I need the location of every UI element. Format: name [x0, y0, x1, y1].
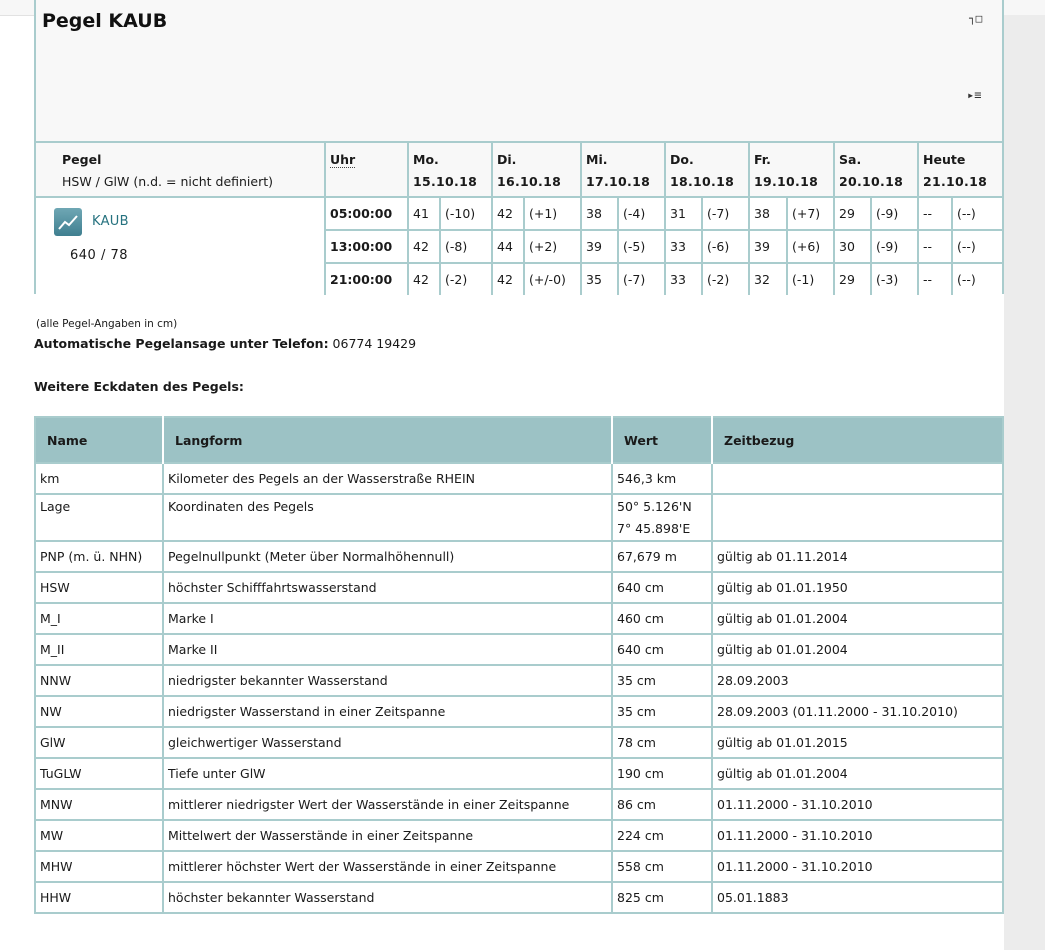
level-delta: (-3) [870, 262, 917, 295]
table-row [35, 463, 1003, 494]
phone-info [34, 336, 416, 351]
header-uhr-label: Uhr [330, 152, 356, 167]
level-value: -- [917, 229, 951, 262]
cell-wert: 825 cm [612, 882, 712, 913]
header-day-name: Mi. [586, 152, 608, 167]
cell-wert: 190 cm [612, 758, 712, 789]
table-row [35, 758, 1003, 789]
level-value: 38 [580, 196, 617, 229]
level-delta: (-7) [617, 262, 664, 295]
header-name: Name [35, 417, 163, 463]
header-day-name: Do. [670, 152, 694, 167]
cell-wert: 558 cm [612, 851, 712, 882]
cell-langform: niedrigster bekannter Wasserstand [163, 665, 612, 696]
cell-zeitbezug: gültig ab 01.01.2015 [712, 727, 1003, 758]
level-value: 29 [833, 196, 870, 229]
level-value: 29 [833, 262, 870, 295]
cell-zeitbezug [712, 494, 1003, 541]
level-value: 42 [491, 196, 523, 229]
table-row [35, 882, 1003, 913]
level-delta: (-4) [617, 196, 664, 229]
table-row [35, 851, 1003, 882]
header-day-date: 17.10.18 [586, 174, 651, 189]
level-value: 33 [664, 262, 701, 295]
table-row [35, 494, 1003, 541]
section-title: Weitere Eckdaten des Pegels: [34, 379, 244, 394]
table-row [35, 789, 1003, 820]
header-day-date: 18.10.18 [670, 174, 735, 189]
time-cell: 05:00:00 [324, 196, 407, 229]
header-pegel [34, 141, 326, 196]
table-row [35, 727, 1003, 758]
cell-langform: Marke I [163, 603, 612, 634]
gauge-hsw-glw: 640 / 78 [70, 248, 128, 263]
gauge-name-link[interactable]: KAUB [92, 214, 129, 229]
cell-name: HSW [35, 572, 163, 603]
header-zeitbezug: Zeitbezug [712, 417, 1003, 463]
level-delta: (+2) [523, 229, 580, 262]
level-delta: (+/-0) [523, 262, 580, 295]
level-delta: (+7) [786, 196, 833, 229]
cell-name: MHW [35, 851, 163, 882]
header-day [664, 141, 748, 196]
phone-number: 06774 19429 [328, 336, 417, 351]
table-row [35, 572, 1003, 603]
cell-langform: höchster bekannter Wasserstand [163, 882, 612, 913]
export-table-icon[interactable]: ▸≡ [967, 88, 982, 102]
window-toggle-icon[interactable]: ┐□ [969, 12, 983, 25]
cell-name: km [35, 463, 163, 494]
level-delta: (--) [951, 229, 1002, 262]
cell-langform: niedrigster Wasserstand in einer Zeitspanne [163, 696, 612, 727]
header-pegel-sub: HSW / GlW (n.d. = nicht definiert) [62, 174, 274, 189]
cell-zeitbezug: gültig ab 01.01.2004 [712, 758, 1003, 789]
wert-line-1: 50° 5.126'N [617, 498, 692, 514]
time-cell: 13:00:00 [324, 229, 407, 262]
time-cell: 21:00:00 [324, 262, 407, 295]
cell-name: Lage [35, 494, 163, 541]
cell-zeitbezug: gültig ab 01.01.2004 [712, 603, 1003, 634]
header-day-name: Di. [497, 152, 517, 167]
chart-line-icon[interactable] [54, 208, 82, 236]
level-delta: (-1) [786, 262, 833, 295]
phone-label: Automatische Pegelansage unter Telefon: [34, 336, 329, 351]
table-row [35, 634, 1003, 665]
table-row [35, 665, 1003, 696]
header-day-date: 19.10.18 [754, 174, 819, 189]
level-delta: (-8) [439, 229, 491, 262]
level-delta: (-5) [617, 229, 664, 262]
page-title: Pegel KAUB [42, 10, 168, 32]
cell-langform: Mittelwert der Wasserstände in einer Zeitspanne [163, 820, 612, 851]
cell-name: GlW [35, 727, 163, 758]
level-value: 33 [664, 229, 701, 262]
cell-langform: Koordinaten des Pegels [163, 494, 612, 541]
level-value: 35 [580, 262, 617, 295]
cell-zeitbezug [712, 463, 1003, 494]
cell-langform: Marke II [163, 634, 612, 665]
cell-name: M_I [35, 603, 163, 634]
cell-wert: 35 cm [612, 665, 712, 696]
cell-wert: 640 cm [612, 634, 712, 665]
cell-langform: mittlerer niedrigster Wert der Wasserstände in einer Zeitspanne [163, 789, 612, 820]
cell-wert: 78 cm [612, 727, 712, 758]
cell-zeitbezug: 05.01.1883 [712, 882, 1003, 913]
header-day [407, 141, 491, 196]
level-value: 32 [748, 262, 786, 295]
wert-line-2: 7° 45.898'E [617, 520, 691, 536]
cell-zeitbezug: gültig ab 01.01.1950 [712, 572, 1003, 603]
cell-wert: 67,679 m [612, 541, 712, 572]
level-value: 38 [748, 196, 786, 229]
header-uhr [324, 141, 407, 196]
level-delta: (+6) [786, 229, 833, 262]
cell-wert: 546,3 km [612, 463, 712, 494]
eckdaten-table [34, 416, 1004, 914]
level-value: -- [917, 262, 951, 295]
cell-langform: Kilometer des Pegels an der Wasserstraße RHEIN [163, 463, 612, 494]
cell-name: M_II [35, 634, 163, 665]
vertical-scrollbar[interactable] [1004, 15, 1045, 950]
level-value: 44 [491, 229, 523, 262]
cell-langform: gleichwertiger Wasserstand [163, 727, 612, 758]
level-value: 42 [407, 262, 439, 295]
cell-langform: höchster Schifffahrtswasserstand [163, 572, 612, 603]
cell-wert [612, 494, 712, 541]
level-delta: (-10) [439, 196, 491, 229]
cell-zeitbezug: 01.11.2000 - 31.10.2010 [712, 789, 1003, 820]
header-day-name: Sa. [839, 152, 862, 167]
level-value: 39 [748, 229, 786, 262]
header-day [917, 141, 1002, 196]
header-langform: Langform [163, 417, 612, 463]
cell-zeitbezug: gültig ab 01.11.2014 [712, 541, 1003, 572]
level-delta: (-7) [701, 196, 748, 229]
cell-langform: Pegelnullpunkt (Meter über Normalhöhennull) [163, 541, 612, 572]
level-value: 41 [407, 196, 439, 229]
header-day-name: Fr. [754, 152, 771, 167]
header-pegel-label: Pegel [62, 152, 102, 167]
level-value: -- [917, 196, 951, 229]
header-day-date: 21.10.18 [923, 174, 988, 189]
cell-langform: mittlerer höchster Wert der Wasserstände in einer Zeitspanne [163, 851, 612, 882]
cell-name: TuGLW [35, 758, 163, 789]
level-delta: (--) [951, 262, 1002, 295]
table-row [35, 603, 1003, 634]
cell-wert: 460 cm [612, 603, 712, 634]
cell-zeitbezug: 28.09.2003 (01.11.2000 - 31.10.2010) [712, 696, 1003, 727]
cell-name: MNW [35, 789, 163, 820]
cell-zeitbezug: 28.09.2003 [712, 665, 1003, 696]
level-value: 39 [580, 229, 617, 262]
header-day [748, 141, 833, 196]
header-day-name: Mo. [413, 152, 439, 167]
table-row [35, 696, 1003, 727]
cell-wert: 224 cm [612, 820, 712, 851]
level-value: 42 [407, 229, 439, 262]
table-header-row [35, 417, 1003, 463]
level-value: 30 [833, 229, 870, 262]
header-day-date: 16.10.18 [497, 174, 562, 189]
cell-zeitbezug: 01.11.2000 - 31.10.2010 [712, 820, 1003, 851]
cell-name: NNW [35, 665, 163, 696]
header-day [833, 141, 917, 196]
cell-wert: 640 cm [612, 572, 712, 603]
cell-zeitbezug: 01.11.2000 - 31.10.2010 [712, 851, 1003, 882]
level-delta: (-6) [701, 229, 748, 262]
gauge-cell [36, 196, 324, 294]
level-value: 31 [664, 196, 701, 229]
level-delta: (+1) [523, 196, 580, 229]
cell-name: HHW [35, 882, 163, 913]
level-delta: (-2) [701, 262, 748, 295]
header-day-date: 20.10.18 [839, 174, 904, 189]
level-delta: (--) [951, 196, 1002, 229]
level-delta: (-9) [870, 229, 917, 262]
level-delta: (-2) [439, 262, 491, 295]
level-value: 42 [491, 262, 523, 295]
cell-wert: 35 cm [612, 696, 712, 727]
header-wert: Wert [612, 417, 712, 463]
cell-langform: Tiefe unter GlW [163, 758, 612, 789]
cell-name: NW [35, 696, 163, 727]
cell-zeitbezug: gültig ab 01.01.2004 [712, 634, 1003, 665]
table-row [35, 541, 1003, 572]
cell-name: PNP (m. ü. NHN) [35, 541, 163, 572]
cell-name: MW [35, 820, 163, 851]
header-day-name: Heute [923, 152, 966, 167]
unit-note: (alle Pegel-Angaben in cm) [36, 318, 178, 330]
level-delta: (-9) [870, 196, 917, 229]
header-day [491, 141, 580, 196]
cell-wert: 86 cm [612, 789, 712, 820]
header-day [580, 141, 664, 196]
header-day-date: 15.10.18 [413, 174, 478, 189]
table-row [35, 820, 1003, 851]
